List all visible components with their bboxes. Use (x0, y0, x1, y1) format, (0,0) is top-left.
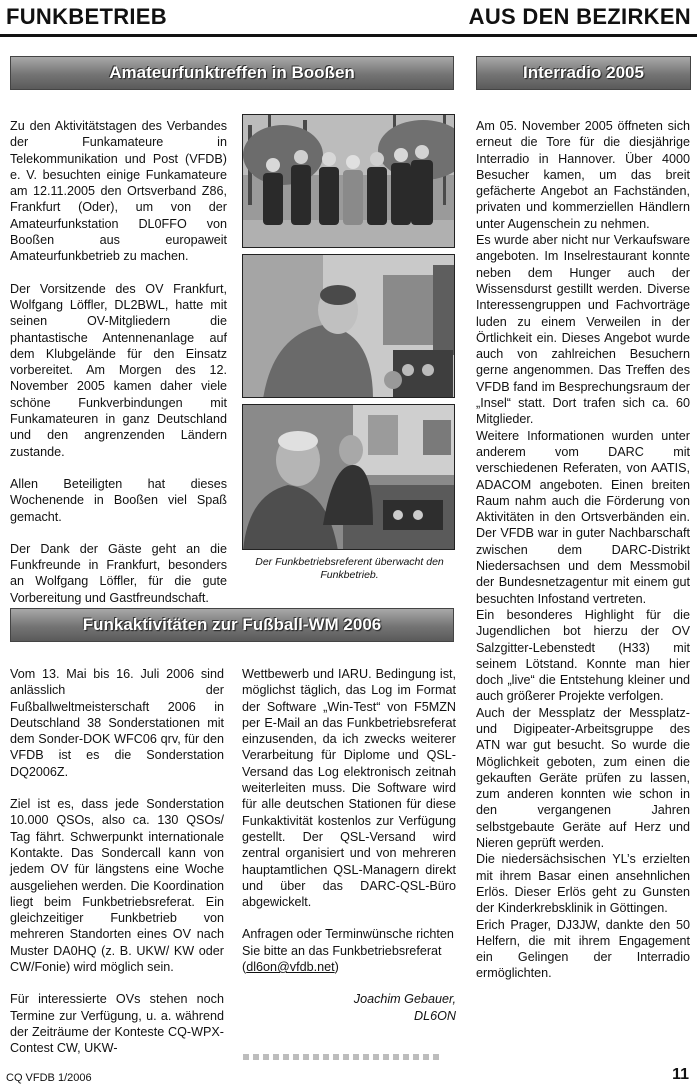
article1-paragraph: Der Dank der Gäste geht an die Funkfreunde in Frankfurt, besonders an Wolfgang Löffler, für die gute Vorbereitung und Gastfreundschaft. (10, 541, 227, 605)
article2-paragraph: Auch der Messplatz der Messplatz- und Digipeater-Arbeitsgruppe des ATN war gut besucht. So wurde die Möglichkeit geboten, zum einen die gekauften Geräte prüfen zu lassen, zum anderen konnten wie schon in den vergangenen Jahren selbstgebaute Geräte auf Herz und Nieren geprüft werden. (476, 705, 690, 851)
article3-paragraph: Für interessierte OVs stehen noch Termine zur Verfügung, u. a. während der Zeiträume der Konteste CQ-WPX-Contest CW, UKW- (10, 992, 224, 1056)
article3-paragraph: Vom 13. Mai bis 16. Juli 2006 sind anlässlich der Fußballweltmeisterschaft 2006 in Deutschland 38 Sonderstationen mit dem Sonder-DOK WFC06 qrv, für den VFDB ist es die Sonderstation DQ2006Z. (10, 667, 224, 779)
article2-paragraph: Ein besonderes Highlight für die Jugendlichen bot hierzu der OV Salzgitter-Lebenstedt (H33) mit seinem Lötstand. Konnte man hier doch „live“ die Entstehung kleiner und auch größerer Projekte verfolgen. (476, 607, 690, 704)
contact-email-link[interactable]: dl6on@vfdb.net (246, 960, 335, 975)
page-number: 11 (672, 1066, 689, 1083)
photo-operators-seated (242, 404, 455, 550)
article3-contact: Anfragen oder Terminwünsche richten Sie bitte an das Funkbetriebsreferat (dl6on@vfdb.net) (242, 927, 454, 975)
author-name: Joachim Gebauer, (353, 992, 456, 1007)
author-signature (242, 991, 456, 1024)
article2-paragraph: Erich Prager, DJ3JW, dankte den 50 Helfern, die mit ihrem Engagement ein Gelingen der Interradio ermöglichten. (476, 917, 690, 981)
article3-title: Funkaktivitäten zur Fußball-WM 2006 (10, 608, 454, 642)
article3-paragraph: Wettbewerb und IARU. Bedingung ist, möglichst täglich, das Log im Format der Software „Win-Test“ von F5MZN per E-Mail an das Funkbetriebsreferat einzusenden, da ich zwecks weiterer Verarbeitung für Diplome und QSL-Versand das Log elektronisch zeitnah weiterleiten muss. Die Software wird für alle deutschen Stationen für diese Funkaktivität kostenlos zur Verfügung gestellt. Der QSL-Versand wird zentral organisiert und von mehreren hauptamtlichen QSL-Managern direkt und über das DARC-QSL-Büro abgewickelt. (242, 667, 456, 910)
article2-paragraph: Die niedersächsischen YL’s erzielten mit ihrem Basar einen ansehnlichen Erlös. Dieser Erlös geht zu Gunsten der Kinderkrebsklinik in Göttingen. (476, 852, 690, 916)
article2-paragraph: Weitere Informationen wurden unter anderem vom DARC mit verschiedenen Referaten, von AATIS, ADACOM angeboten. Einen breiten Raum nahm auch die Förderung von Aktivitäten in den Ortsverbänden ein. Der VFDB war in guter Nachbarschaft zwischen dem DARC-Distrikt Niedersachsen und dem Messmobil der Bundesnetzagentur mit einem gut besuchten Infostand vertreten. (476, 428, 690, 606)
article1-paragraph: Allen Beteiligten hat dieses Wochenende in Booßen viel Spaß gemacht. (10, 476, 227, 524)
article2-paragraph: Am 05. November 2005 öffneten sich erneut die Tore für die diesjährige Interradio in Hannover. Über 4000 Besucher kamen, um das breit gefächerte Angebot an Fachständen, privaten und kommerziellen Händlern unter Augenschein zu nehmen. (476, 119, 690, 231)
footer-issue: CQ VFDB 1/2006 (6, 1072, 92, 1084)
author-callsign: DL6ON (414, 1008, 456, 1023)
section-title: FUNKBETRIEB (6, 4, 167, 29)
article1-paragraph: Der Vorsitzende des OV Frankfurt, Wolfgang Löffler, DL2BWL, hatte mit seinen OV-Mitgliedern die phantastische Antennenanlage auf dem Klubgelände für den Einsatz vorbereitet. Am Morgen des 12. November 2005 kamen daher viele schöne Funkverbindungen mit Funkamateuren in ganz Deutschland und den angrenzenden Ländern zustande. (10, 281, 227, 459)
article3-column1 (10, 666, 224, 1057)
article2-title: Interradio 2005 (476, 56, 691, 90)
article1-paragraph: Zu den Aktivitätstagen des Verbandes der Funkamateure in Telekommunikation und Post (VFDB) e. V. besuchten einige Funkamateure am 12.11.2005 den Ortsverband Z86, Frankfurt (Oder), um von der Amateurfunkstation DL0FFO von Booßen aus europaweit Amateurfunkbetrieb zu machen. (10, 119, 227, 264)
article2-paragraph: Es wurde aber nicht nur Verkaufsware angeboten. Im Inselrestaurant konnte neben dem Hunger auch der Wissensdurst gestillt werden. Diverse Interessengruppen und Fachvorträge luden zu einem Verweilen in der Örtlichkeit ein. Dieses Angebot wurde auch von zahlreichen Besuchern gerne angenommen. Das Treffen des VFDB fand im Besprechungsraum der „Insel“ statt. Dort trafen sich ca. 60 Mitglieder. (476, 233, 690, 427)
photo-operator-standing (242, 254, 455, 398)
photo-group-outdoors (242, 114, 455, 248)
photo-caption: Der Funkbetriebsreferent überwacht den Funkbetrieb. (255, 556, 444, 581)
article2-body (476, 118, 690, 982)
section-title-right: AUS DEN BEZIRKEN (468, 4, 691, 29)
article1-body (10, 118, 227, 606)
article3-column2 (242, 666, 456, 1024)
article3-paragraph: Ziel ist es, dass jede Sonderstation 10.000 QSOs, also ca. 130 QSOs/ Tag fährt. Schwerpunkt internationale Kontakte. Das Sondercall kann von jedem OV für längstens eine Woche ausgeliehen werden. Die Koordination liegt beim Funkbetriebsreferat. Ein gleichzeitiger Funkbetrieb von mehreren Standorten eines OV nach Muster DA0HQ (z. B. UKW/ KW oder CW/Fonie) wird möglich sein. (10, 797, 224, 975)
article1-title: Amateurfunktreffen in Booßen (10, 56, 454, 90)
decorative-dots (243, 1054, 439, 1060)
header-rule (0, 34, 697, 37)
